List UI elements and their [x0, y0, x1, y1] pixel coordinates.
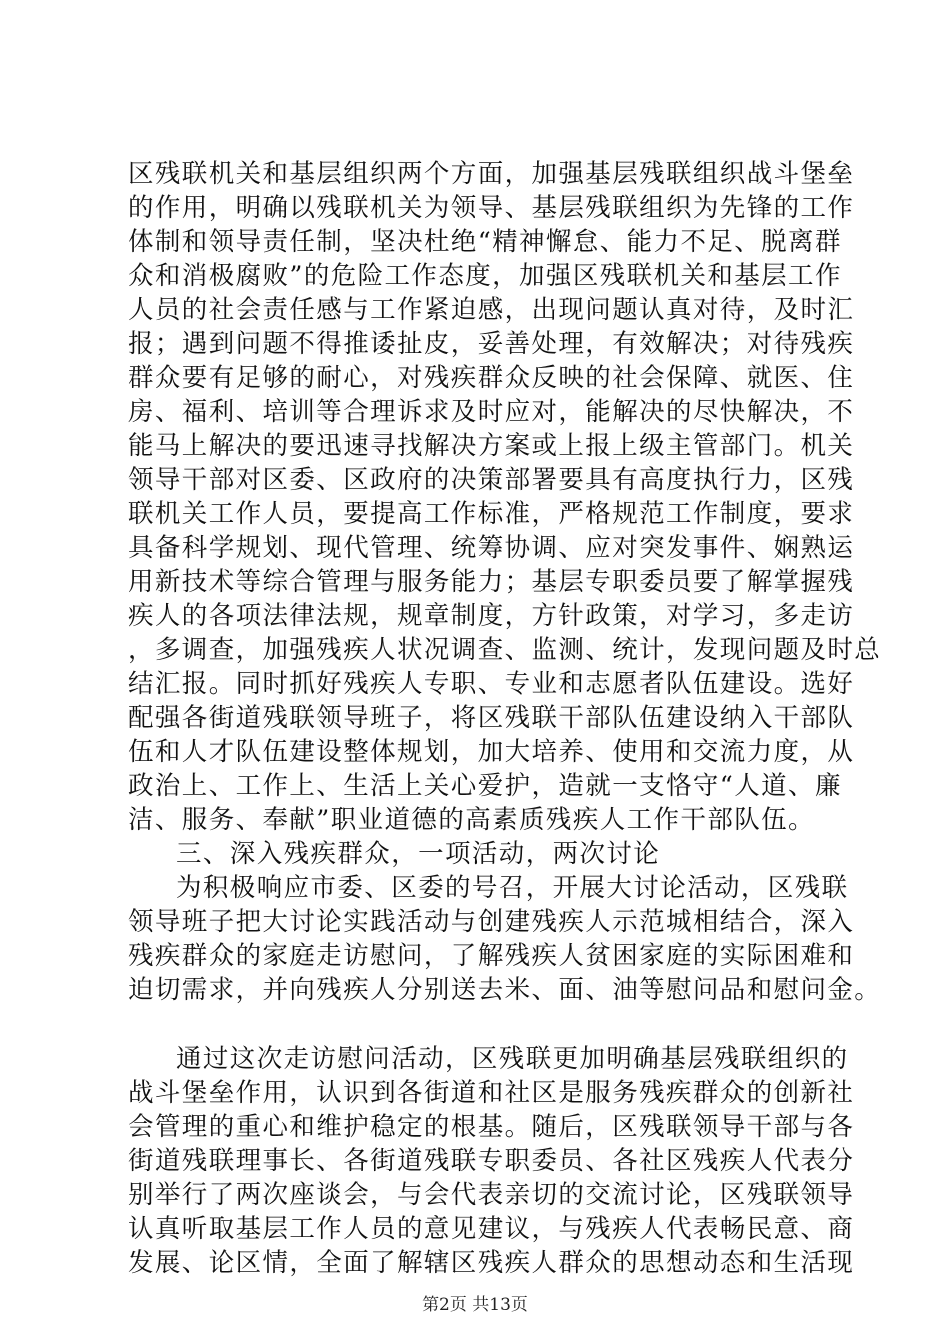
page-number: 第2页 共13页: [422, 1295, 528, 1315]
body-line: 为积极响应市委、区委的号召，开展大讨论活动，区残联: [176, 873, 849, 903]
body-line: 洁、服务、奉献”职业道德的高素质残疾人工作干部队伍。: [128, 805, 815, 835]
body-line: 战斗堡垒作用，认识到各街道和社区是服务残疾群众的创新社: [128, 1078, 855, 1108]
section-heading: 三、深入残疾群众，一项活动，两次讨论: [176, 839, 661, 869]
body-line: 伍和人才队伍建设整体规划，加大培养、使用和交流力度，从: [128, 737, 855, 767]
body-line: 房、福利、培训等合理诉求及时应对，能解决的尽快解决，不: [128, 397, 855, 427]
body-line: 众和消极腐败”的危险工作态度，加强区残联机关和基层工作: [128, 261, 842, 291]
body-line: 政治上、工作上、生活上关心爱护，造就一支恪守“人道、廉: [128, 771, 842, 801]
body-line: 残疾群众的家庭走访慰问，了解残疾人贫困家庭的实际困难和: [128, 941, 855, 971]
body-line: 群众要有足够的耐心，对残疾群众反映的社会保障、就医、住: [128, 363, 855, 393]
body-line: 配强各街道残联领导班子，将区残联干部队伍建设纳入干部队: [128, 703, 855, 733]
body-line: 领导班子把大讨论实践活动与创建残疾人示范城相结合，深入: [128, 907, 855, 937]
body-line: 街道残联理事长、各街道残联专职委员、各社区残疾人代表分: [128, 1146, 855, 1176]
body-line: 区残联机关和基层组织两个方面，加强基层残联组织战斗堡垒: [128, 159, 855, 189]
body-line: 具备科学规划、现代管理、统筹协调、应对突发事件、娴熟运: [128, 533, 855, 563]
body-line: 领导干部对区委、区政府的决策部署要具有高度执行力，区残: [128, 465, 855, 495]
body-line: 用新技术等综合管理与服务能力；基层专职委员要了解掌握残: [128, 567, 855, 597]
body-line: 疾人的各项法律法规，规章制度，方针政策，对学习，多走访: [128, 601, 855, 631]
body-line: 报；遇到问题不得推诿扯皮，妥善处理，有效解决；对待残疾: [128, 329, 855, 359]
body-line: 发展、论区情，全面了解辖区残疾人群众的思想动态和生活现: [128, 1248, 855, 1278]
body-line: 能马上解决的要迅速寻找解决方案或上报上级主管部门。机关: [128, 431, 855, 461]
body-line: 结汇报。同时抓好残疾人专职、专业和志愿者队伍建设。选好: [128, 669, 855, 699]
body-line: 会管理的重心和维护稳定的根基。随后，区残联领导干部与各: [128, 1112, 855, 1142]
body-line: 认真听取基层工作人员的意见建议，与残疾人代表畅民意、商: [128, 1214, 855, 1244]
body-line: 别举行了两次座谈会，与会代表亲切的交流讨论，区残联领导: [128, 1180, 855, 1210]
body-line: 迫切需求，并向残疾人分别送去米、面、油等慰问品和慰问金。: [128, 975, 882, 1005]
body-line: 联机关工作人员，要提高工作标准，严格规范工作制度，要求: [128, 499, 855, 529]
body-line: 人员的社会责任感与工作紧迫感，出现问题认真对待，及时汇: [128, 295, 855, 325]
body-line: 通过这次走访慰问活动，区残联更加明确基层残联组织的: [176, 1044, 849, 1074]
body-line: ，多调查，加强残疾人状况调查、监测、统计，发现问题及时总: [128, 635, 882, 665]
body-line: 的作用，明确以残联机关为领导、基层残联组织为先锋的工作: [128, 193, 855, 223]
body-line: 体制和领导责任制，坚决杜绝“精神懈怠、能力不足、脱离群: [128, 227, 842, 257]
